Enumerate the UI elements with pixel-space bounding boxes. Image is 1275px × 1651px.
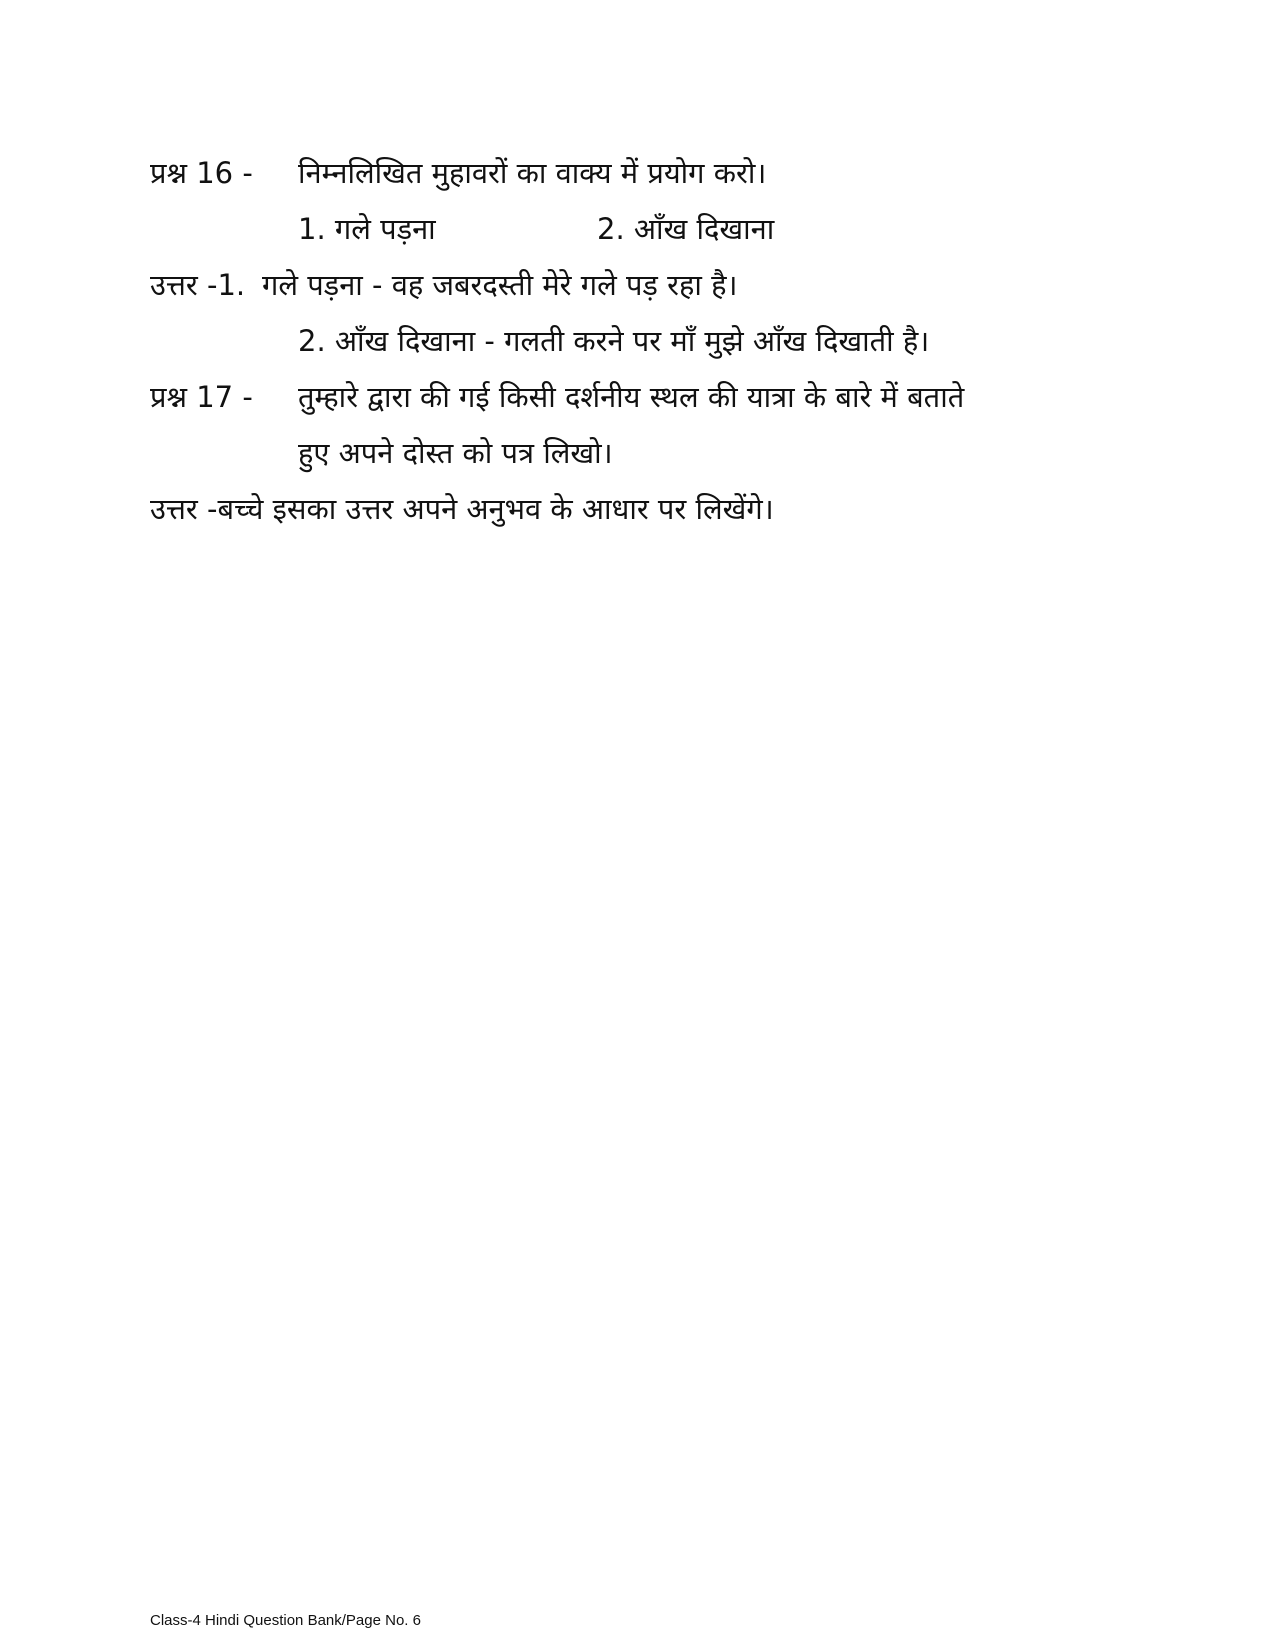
page-footer: Class-4 Hindi Question Bank/Page No. 6 (150, 1612, 421, 1629)
question-16-option-1: 1. गले पड़ना (298, 212, 436, 246)
question-17-line-1: तुम्हारे द्वारा की गई किसी दर्शनीय स्थल की यात्रा के बारे में बताते (298, 380, 965, 414)
question-16-label: प्रश्न 16 - (150, 156, 253, 190)
question-17-label: प्रश्न 17 - (150, 380, 253, 414)
answer-16-line-2: 2. आँख दिखाना - गलती करने पर माँ मुझे आँख दिखाती है। (298, 324, 930, 358)
answer-17-text: उत्तर -बच्चे इसका उत्तर अपने अनुभव के आधार पर लिखेंगे। (150, 492, 774, 526)
answer-16-line-1: गले पड़ना - वह जबरदस्ती मेरे गले पड़ रहा है। (262, 268, 738, 302)
answer-16-label: उत्तर -1. (150, 268, 246, 302)
question-17-line-2: हुए अपने दोस्त को पत्र लिखो। (298, 436, 613, 470)
question-16-option-2: 2. आँख दिखाना (597, 212, 775, 246)
question-16-text: निम्नलिखित मुहावरों का वाक्य में प्रयोग करो। (298, 156, 767, 190)
